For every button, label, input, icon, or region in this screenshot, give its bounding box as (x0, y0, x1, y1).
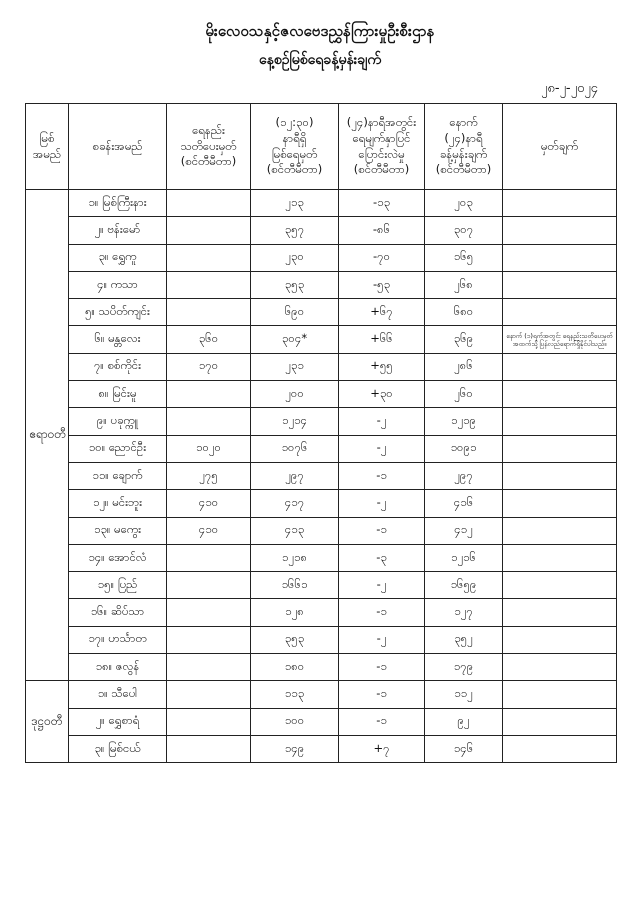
header-line: (၁၂:၃၀) (275, 115, 314, 130)
station-name: ၁၁။ ချောက် (69, 462, 167, 489)
forecast-value: ၃၀၇ (425, 217, 503, 244)
change-value: -၁ (339, 517, 425, 544)
low-warning-value (167, 654, 251, 681)
station-name: ၁၅။ ပြည် (69, 572, 167, 599)
remark-text (503, 572, 617, 599)
remark-text (503, 544, 617, 571)
header-river-name (26, 104, 69, 190)
table-row (26, 708, 617, 735)
forecast-value: ၂၈၆ (425, 353, 503, 380)
water-level-value: ၃၅၃ (251, 271, 339, 298)
forecast-value: ၁၄၆ (425, 735, 503, 762)
low-warning-value (167, 244, 251, 271)
remark-text (503, 599, 617, 626)
header-remark (503, 104, 617, 190)
header-line: (စင်တီမီတာ) (353, 162, 410, 177)
document-date: ၂၈-၂-၂၀၂၄ (541, 81, 598, 96)
water-level-value: ၆၉၀ (251, 299, 339, 326)
change-value: -၇၀ (339, 244, 425, 271)
forecast-value: ၂၆၀ (425, 381, 503, 408)
change-value: -၃ (339, 544, 425, 571)
header-water-level (251, 104, 339, 190)
header-line: မြစ်ရေမှတ် (271, 146, 318, 161)
header-line: နောက် (449, 115, 478, 130)
table-row (26, 381, 617, 408)
water-level-value: ၃၀၄* (251, 326, 339, 353)
low-warning-value (167, 681, 251, 708)
forecast-value: ၁၆၅၉ (425, 572, 503, 599)
low-warning-value (167, 572, 251, 599)
station-name: ၄။ ကသာ (69, 271, 167, 298)
table-row (26, 490, 617, 517)
water-level-value: ၁၀၇၆ (251, 435, 339, 462)
river-name-cell: ဧရာဝတီ (26, 190, 69, 681)
header-line: (စင်တီမီတာ) (266, 162, 323, 177)
station-name: ၁၇။ ဟင်္သာတ (69, 626, 167, 653)
forecast-value: ၁၂၁၆ (425, 544, 503, 571)
station-name: ၁။ မြစ်ကြီးနား (69, 190, 167, 217)
table-row (26, 408, 617, 435)
station-name: ၅။ သပိတ်ကျင်း (69, 299, 167, 326)
station-name: ၁၂။ မင်းဘူး (69, 490, 167, 517)
low-warning-value (167, 408, 251, 435)
forecast-value: ၉၂ (425, 708, 503, 735)
change-value: +၇ (339, 735, 425, 762)
water-level-value: ၁၂၁၄ (251, 408, 339, 435)
low-warning-value (167, 735, 251, 762)
table-row (26, 435, 617, 462)
table-row (26, 654, 617, 681)
document-title: မိုးလေဝသနှင့်ဇလဗေဒညွှန်ကြားမှုဦးစီးဌာန (205, 22, 435, 40)
water-level-value: ၂၉၇ (251, 462, 339, 489)
header-line: မြစ် (39, 130, 55, 145)
change-value: -၈၆ (339, 217, 425, 244)
remark-text (503, 708, 617, 735)
table-row (26, 517, 617, 544)
station-name: ၈။ မြင်းမူ (69, 381, 167, 408)
low-warning-value (167, 271, 251, 298)
change-value: -၁ (339, 654, 425, 681)
change-value: -၂ (339, 626, 425, 653)
water-level-value: ၁၁၃ (251, 681, 339, 708)
change-value: -၁ (339, 681, 425, 708)
low-warning-value (167, 381, 251, 408)
table-row (26, 462, 617, 489)
change-value: -၁၃ (339, 190, 425, 217)
remark-text (503, 299, 617, 326)
header-line: စခန်းအမည် (92, 138, 143, 153)
change-value: -၂ (339, 408, 425, 435)
forecast-value: ၆၈၀ (425, 299, 503, 326)
table-row (26, 244, 617, 271)
station-name: ၃။ ရွှေကူ (69, 244, 167, 271)
remark-text (503, 735, 617, 762)
water-level-value: ၃၅၃ (251, 626, 339, 653)
station-name: ၁၆။ ဆိပ်သာ (69, 599, 167, 626)
river-name-cell: ဒုဋ္ဌဝတီ (26, 681, 69, 763)
table-body (26, 190, 617, 763)
forecast-value: ၁၂၇ (425, 599, 503, 626)
water-level-value: ၁၀၀ (251, 708, 339, 735)
low-warning-value (167, 708, 251, 735)
water-level-value: ၄၁၃ (251, 517, 339, 544)
water-level-value: ၂၃၀ (251, 244, 339, 271)
low-warning-value (167, 626, 251, 653)
header-line: အမည် (32, 146, 62, 161)
forecast-value: ၁၆၅ (425, 244, 503, 271)
remark-text (503, 353, 617, 380)
table-row (26, 544, 617, 571)
remark-text (503, 217, 617, 244)
low-warning-value (167, 544, 251, 571)
forecast-value: ၂၉၇ (425, 462, 503, 489)
header-low-warning (167, 104, 251, 190)
low-warning-value: ၂၇၅ (167, 462, 251, 489)
table-row (26, 271, 617, 298)
header-line: (၂၄)နာရီ (444, 130, 483, 145)
header-line: မှတ်ချက် (540, 138, 579, 153)
header-line: ရေနည်း (192, 123, 225, 138)
table-row (26, 572, 617, 599)
remark-text (503, 654, 617, 681)
water-level-value: ၁၂၁၈ (251, 544, 339, 571)
station-name: ၁၄။ အောင်လံ (69, 544, 167, 571)
low-warning-value (167, 190, 251, 217)
forecast-value: ၂၀၃ (425, 190, 503, 217)
water-level-value: ၂၃၁ (251, 353, 339, 380)
table-row (26, 353, 617, 380)
change-value: +၆၇ (339, 299, 425, 326)
table-row (26, 190, 617, 217)
forecast-value: ၃၆၉ (425, 326, 503, 353)
station-name: ၆။ မန္တလေး (69, 326, 167, 353)
forecast-value: ၁၁၂ (425, 681, 503, 708)
change-value: -၂ (339, 572, 425, 599)
header-line: (စင်တီမီတာ) (180, 154, 237, 169)
low-warning-value: ၁၀၂၀ (167, 435, 251, 462)
header-line: ခန့်မှန်းချက် (439, 146, 488, 161)
forecast-value: ၄၁၂ (425, 517, 503, 544)
forecast-value: ၂၆၈ (425, 271, 503, 298)
change-value: +၅၅ (339, 353, 425, 380)
remark-text (503, 190, 617, 217)
header-line: (၂၄)နာရီအတွင်း (346, 115, 417, 130)
change-value: -၁ (339, 599, 425, 626)
water-level-value: ၄၁၇ (251, 490, 339, 517)
low-warning-value: ၃၆၀ (167, 326, 251, 353)
low-warning-value (167, 299, 251, 326)
station-name: ၁။ သီပေါ (69, 681, 167, 708)
table-row (26, 326, 617, 353)
low-warning-value (167, 599, 251, 626)
forecast-value: ၁၇၉ (425, 654, 503, 681)
table-row (26, 599, 617, 626)
water-level-value: ၁၂၈ (251, 599, 339, 626)
low-warning-value: ၁၇၀ (167, 353, 251, 380)
remark-text (503, 381, 617, 408)
forecast-value: ၁၂၁၉ (425, 408, 503, 435)
header-line: သတိပေးမှတ် (180, 138, 237, 153)
station-name: ၇။ စစ်ကိုင်း (69, 353, 167, 380)
change-value: +၃၀ (339, 381, 425, 408)
header-24h-change (339, 104, 425, 190)
water-level-value: ၁၆၆၁ (251, 572, 339, 599)
water-level-value: ၂၁၃ (251, 190, 339, 217)
remark-text: နောက် (၁)ရက်အတွင်း ရေနည်းသတိပေးမှတ် အထက်သို့ပြန်လည်ရောက်ရှိနိုင်ပါသည်။ (503, 326, 617, 353)
forecast-value: ၄၁၆ (425, 490, 503, 517)
table-row (26, 681, 617, 708)
remark-text (503, 435, 617, 462)
table-row (26, 299, 617, 326)
water-level-value: ၁၈၀ (251, 654, 339, 681)
change-value: -၅၃ (339, 271, 425, 298)
river-level-table (25, 103, 617, 763)
low-warning-value: ၄၁၀ (167, 517, 251, 544)
station-name: ၉။ ပခုက္ကူ (69, 408, 167, 435)
change-value: -၂ (339, 490, 425, 517)
water-level-value: ၃၅၇ (251, 217, 339, 244)
change-value: -၁ (339, 462, 425, 489)
station-name: ၁၀။ ညောင်ဦး (69, 435, 167, 462)
station-name: ၁၈။ ဇလွန် (69, 654, 167, 681)
header-line: နာရီရှိ (282, 130, 307, 145)
low-warning-value (167, 217, 251, 244)
table-row (26, 626, 617, 653)
station-name: ၁၃။ မကွေး (69, 517, 167, 544)
remark-text (503, 462, 617, 489)
station-name: ၂။ ရွှေစာရံ (69, 708, 167, 735)
forecast-value: ၁၀၉၁ (425, 435, 503, 462)
station-name: ၂။ ဗန်းမော် (69, 217, 167, 244)
remark-text (503, 490, 617, 517)
remark-text (503, 517, 617, 544)
header-station-name (69, 104, 167, 190)
station-name: ၃။ မြစ်ငယ် (69, 735, 167, 762)
water-level-value: ၁၄၉ (251, 735, 339, 762)
table-row (26, 217, 617, 244)
remark-text (503, 271, 617, 298)
change-value: -၂ (339, 435, 425, 462)
change-value: -၁ (339, 708, 425, 735)
forecast-value: ၃၅၂ (425, 626, 503, 653)
remark-text (503, 626, 617, 653)
document-subtitle: နေ့စဉ်မြစ်ရေခန့်မှန်းချက် (258, 52, 382, 68)
remark-text (503, 681, 617, 708)
header-forecast (425, 104, 503, 190)
remark-text (503, 244, 617, 271)
table-header-row (26, 104, 617, 190)
low-warning-value: ၄၁၀ (167, 490, 251, 517)
table-row (26, 735, 617, 762)
header-line: ရေမျက်နှာပြင် (352, 130, 411, 145)
remark-text (503, 408, 617, 435)
header-line: (စင်တီမီတာ) (435, 162, 492, 177)
header-line: ပြောင်းလဲမှု (358, 146, 405, 161)
change-value: +၆၆ (339, 326, 425, 353)
water-level-value: ၂၀၀ (251, 381, 339, 408)
